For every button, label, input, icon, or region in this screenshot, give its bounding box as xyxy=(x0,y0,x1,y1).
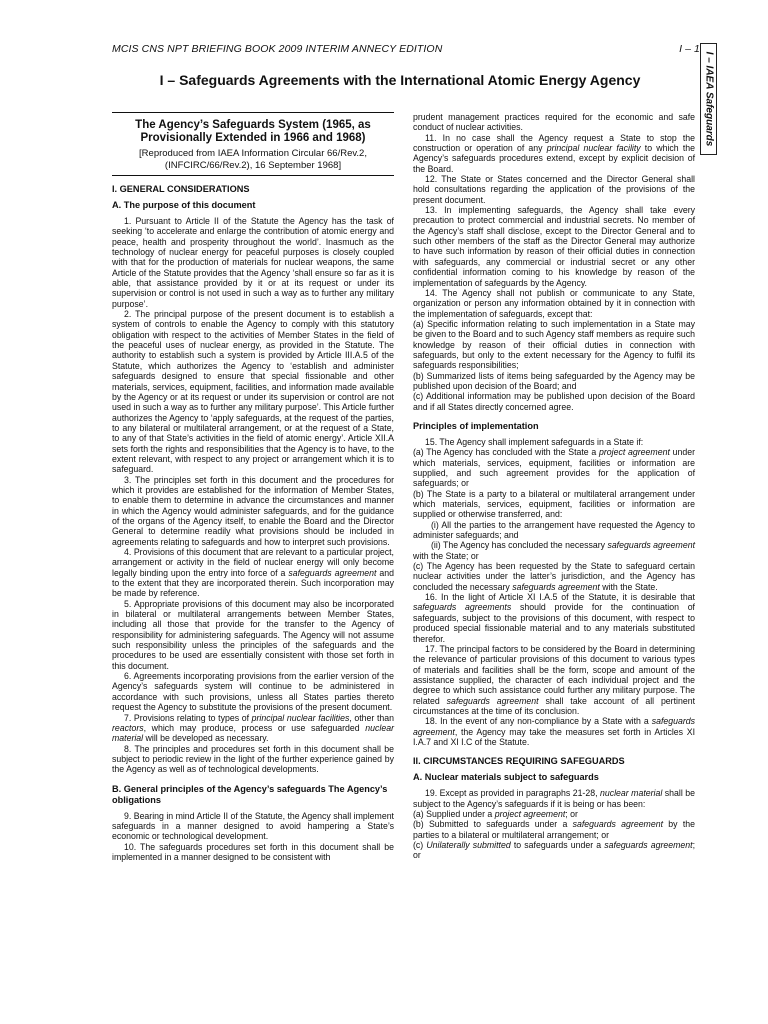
document-source: [Reproduced from IAEA Information Circular 66/Rev.2, (INFCIRC/66/Rev.2), 16 September 1968] xyxy=(139,148,367,171)
running-title: MCIS CNS NPT BRIEFING BOOK 2009 INTERIM ANNECY EDITION xyxy=(112,43,443,55)
running-header xyxy=(112,43,712,55)
paragraph-9: 9. Bearing in mind Article II of the Statute, the Agency shall implement safeguards in a manner designed to avoid hampering a State’s economic or technological development. xyxy=(112,810,394,842)
paragraph-17: 17. The principal factors to be considered by the Board in determining the relevance of particular provisions of this document to various types of materials and facilities shall be the form, scope and amount of the assistance supplied, the character of each individual project and the degree to which such assistance could further any military purpose. The related safeguards agreement shall take account of all pertinent circumstances at the time of its conclusion. xyxy=(413,643,695,716)
paragraph-1: 1. Pursuant to Article II of the Statute the Agency has the task of seeking ‘to accelerate and enlarge the contribution of atomic energy and peace, health and prosperity throughout the world’. Inasmuch as the technology of nuclear energy for peaceful purposes is closely coupled with that for the production of materials for nuclear weapons, the same Article of the Statute provides that the Agency ‘shall ensure so far as it is able, that assistance provided by it or at its request or under its supervision or control is not used in such a way as to further any military purpose’. xyxy=(112,216,394,309)
paragraph-10: 10. The safeguards procedures set forth in this document shall be implemented in a manner designed to be consistent with xyxy=(112,841,394,862)
paragraph-12: 12. The State or States concerned and the Director General shall hold consultations regarding the application of the provisions of the present document. xyxy=(413,174,695,205)
subsection-heading-general-principles: B. General principles of the Agency’s safeguards The Agency’s obligations xyxy=(112,783,388,805)
paragraph-15: 15. The Agency shall implement safeguards in a State if: xyxy=(425,436,644,447)
paragraph-16: 16. In the light of Article XI I.A.5 of the Statute, it is desirable that safeguards agreements should provide for the continuation of safeguards, subject to the provisions of this document, with respect to produced special fissionable material and to any materials substituted therefor. xyxy=(413,592,695,644)
left-column xyxy=(112,112,394,862)
section-heading-circumstances: II. CIRCUMSTANCES REQUIRING SAFEGUARDS xyxy=(413,756,625,767)
paragraph-6: 6. Agreements incorporating provisions from the earlier version of the Agency’s safeguards system will continue to be administered in accordance with such provisions, unless all States parties thereto request the Agency to substitute the provisions of the present document. xyxy=(112,671,394,713)
paragraph-15-b: (b) The State is a party to a bilateral or multilateral arrangement under which materials, services, equipment, facilities or information are supplied or otherwise transferred, and: xyxy=(413,488,695,520)
subsection-heading-purpose: A. The purpose of this document xyxy=(112,200,256,210)
paragraph-18: 18. In the event of any non-compliance by a State with a safeguards agreement, the Agency may take the measures set forth in Articles XI I.A.7 and XI I.C of the Statute. xyxy=(413,716,695,747)
page-title: I – Safeguards Agreements with the International Atomic Energy Agency xyxy=(159,72,641,88)
side-tab-label: I – IAEA Safeguards xyxy=(703,51,714,147)
paragraph-3: 3. The principles set forth in this document and the procedures for which it provides are established for the information of Member States, to enable them to determine in advance the circumstances and manner in which the Agency would administer safeguards, and for the guidance of the organs of the Agency itself, to enable the Board and the Director General to determine readily what provisions should be included in agreements relating to safeguards and how to interpret such provisions. xyxy=(112,474,394,547)
document-title: The Agency’s Safeguards System (1965, as Provisionally Extended in 1966 and 1968) xyxy=(135,119,371,144)
paragraph-14-b: (b) Summarized lists of items being safeguarded by the Agency may be published upon decision of the Board; and xyxy=(413,370,695,391)
paragraph-19-b: (b) Submitted to safeguards under a safeguards agreement by the parties to a bilateral or multilateral arrangement; or xyxy=(413,819,695,840)
paragraph-7: 7. Provisions relating to types of principal nuclear facilities, other than reactors, which may produce, process or use safeguarded nuclear material will be developed as necessary. xyxy=(112,712,394,744)
paragraph-10-continued: prudent management practices required for the economic and safe conduct of nuclear activities. xyxy=(413,112,695,133)
paragraph-15-b-i: (i) All the parties to the arrangement have requested the Agency to administer safeguards; and xyxy=(413,519,695,541)
paragraph-15-a: (a) The Agency has concluded with the State a project agreement under which materials, services, equipment, facilities or information are supplied, and such agreement provides for the application of safeguards; or xyxy=(413,447,695,489)
paragraph-14-a: (a) Specific information relating to such implementation in a State may be given to the Board and to such Agency staff members as require such knowledge by reason of their official duties in connection with safeguards, but only to the extent necessary for the Agency to fulfil its safeguards responsibilities; xyxy=(413,318,695,371)
paragraph-2: 2. The principal purpose of the present document is to establish a system of controls to enable the Agency to comply with this statutory obligation with respect to the activities of Member States in the field of the peaceful uses of nuclear energy, as provided in the Statute. The authority to establish such a system is provided by Article III.A.5 of the Statute, which authorizes the Agency to ‘establish and administer safeguards designed to ensure that special fissionable and other materials, services, equipment, facilities, and information made available by the Agency or at its request or under its supervision or control are not used in such a way as to further any military purpose’. This Article further authorizes the Agency to ‘apply safeguards, at the request of the parties, to any bilateral or multilateral arrangement, or at the request of a State, to any of that State’s activities in the field of atomic energy’. Article XII.A sets forth the rights and responsibilities that the Agency is to have, to the extent relevant, with respect to any project or arrangement which it is to safeguard. xyxy=(112,309,394,475)
paragraph-5: 5. Appropriate provisions of this document may also be incorporated in bilateral or multilateral arrangements between Member States, including all those that provide for the transfer to the Agency of responsibility for administering safeguards. The Agency will not assume such responsibility unless the principles of the safeguards and the procedures to be used are essentially consistent with those set forth in this document. xyxy=(112,598,394,671)
paragraph-8: 8. The principles and procedures set forth in this document shall be subject to periodic review in the light of the further experience gained by the Agency as well as of technological developments. xyxy=(112,743,394,775)
document-title-box xyxy=(112,112,394,176)
paragraph-4: 4. Provisions of this document that are relevant to a particular project, arrangement or activity in the field of nuclear energy will only become legally binding upon the entry into force of a safeguards agreement and to the extent that they are incorporated therein. Such incorporation may be made by reference. xyxy=(112,547,395,599)
section-side-tab xyxy=(700,43,717,155)
subsection-heading-nuclear-materials: A. Nuclear materials subject to safeguards xyxy=(413,772,599,783)
page-number: I – 1 xyxy=(679,43,700,55)
right-column xyxy=(413,112,695,861)
paragraph-19-c: (c) Unilaterally submitted to safeguards under a safeguards agreement; or xyxy=(413,840,695,861)
paragraph-15-c: (c) The Agency has been requested by the State to safeguard certain nuclear activities under the latter’s jurisdiction, and the Agency has concluded the necessary safeguards agreement with the State. xyxy=(413,561,695,592)
section-heading-general: I. GENERAL CONSIDERATIONS xyxy=(112,184,250,194)
paragraph-14-c: (c) Additional information may be published upon decision of the Board and if all States directly concerned agree. xyxy=(413,391,695,412)
paragraph-11: 11. In no case shall the Agency request a State to stop the construction or operation of any principal nuclear facility to which the Agency’s safeguards procedures extend, except by explicit decision of the Board. xyxy=(413,132,695,174)
paragraph-13: 13. In implementing safeguards, the Agency shall take every precaution to protect commercial and industrial secrets. No member of the Agency’s staff shall disclose, except to the Director General and to such other members of the staff as the Director General may authorize to have such information by reason of their official duties in connection with safeguards, any commercial or industrial secret or any other confidential information coming to his knowledge by reason of the implementation of safeguards by the Agency. xyxy=(413,205,695,288)
paragraph-15-b-ii: (ii) The Agency has concluded the necessary safeguards agreement with the State; or xyxy=(413,540,695,561)
paragraph-19: 19. Except as provided in paragraphs 21-28, nuclear material shall be subject to the Agency’s safeguards if it is being or has been: xyxy=(413,788,696,809)
paragraph-14: 14. The Agency shall not publish or communicate to any State, organization or person any information obtained by it in connection with the implementation of safeguards, except that: xyxy=(413,287,695,319)
subsection-heading-principles: Principles of implementation xyxy=(413,420,539,431)
paragraph-19-a: (a) Supplied under a project agreement; or xyxy=(413,808,578,819)
